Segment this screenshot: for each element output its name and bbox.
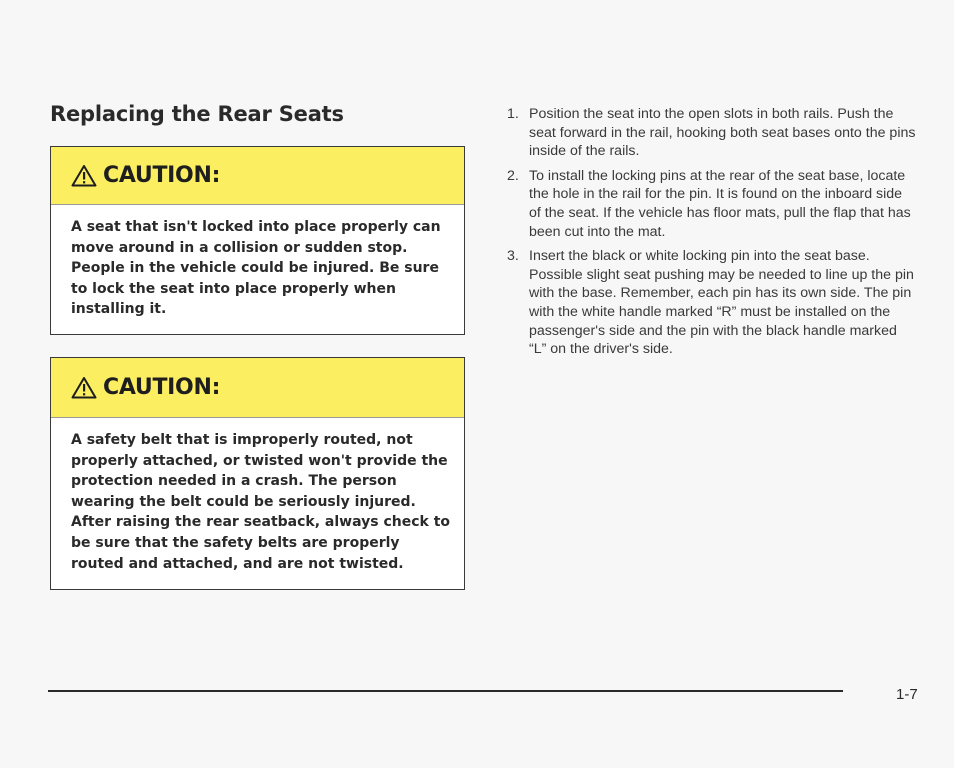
step-item xyxy=(507,247,917,359)
step-item xyxy=(507,167,917,241)
warning-triangle-icon xyxy=(71,164,97,187)
caution-header xyxy=(51,358,464,418)
footer-rule xyxy=(48,690,843,692)
step-text: To install the locking pins at the rear of the seat base, locate the hole in the rail for the pin. It is found on the inboard side of the seat. If the vehicle has floor mats, pull the flap that has been cut into the mat. xyxy=(529,167,911,240)
caution-text: A seat that isn't locked into place properly can move around in a collision or sudden stop. People in the vehicle could be injured. Be sure to lock the seat into place properly when installing it. xyxy=(71,219,441,318)
step-number: 3. xyxy=(507,248,519,265)
step-text: Position the seat into the open slots in both rails. Push the seat forward in the rail, hooking both seat bases onto the pins inside of the rails. xyxy=(529,106,916,160)
caution-box-safety-belt xyxy=(50,357,465,590)
caution-label: CAUTION: xyxy=(103,375,221,400)
step-number: 2. xyxy=(507,167,519,184)
caution-header xyxy=(51,147,464,205)
caution-box-seat-lock xyxy=(50,146,465,335)
step-number: 1. xyxy=(507,106,519,122)
caution-text: A safety belt that is improperly routed, not properly attached, or twisted won't provide the protection needed in a crash. The person wearing the belt could be seriously injured. After raising the rear seatback, always check to be sure that the safety belts are properly routed and attached, and are not twisted. xyxy=(71,432,451,572)
installation-steps xyxy=(507,105,917,365)
step-item xyxy=(507,105,917,161)
page-number: 1-7 xyxy=(896,686,918,703)
step-text: Insert the black or white locking pin into the seat base. Possible slight seat pushing may be needed to line up the pin with the base. Remember, each pin has its own side. The pin with the white handle marked “R” must be installed on the passenger's side and the pin with the black handle marked “L” on the driver's side. xyxy=(529,248,914,358)
page-title: Replacing the Rear Seats xyxy=(50,102,344,126)
warning-triangle-icon xyxy=(71,376,97,399)
caution-label: CAUTION: xyxy=(103,163,221,188)
